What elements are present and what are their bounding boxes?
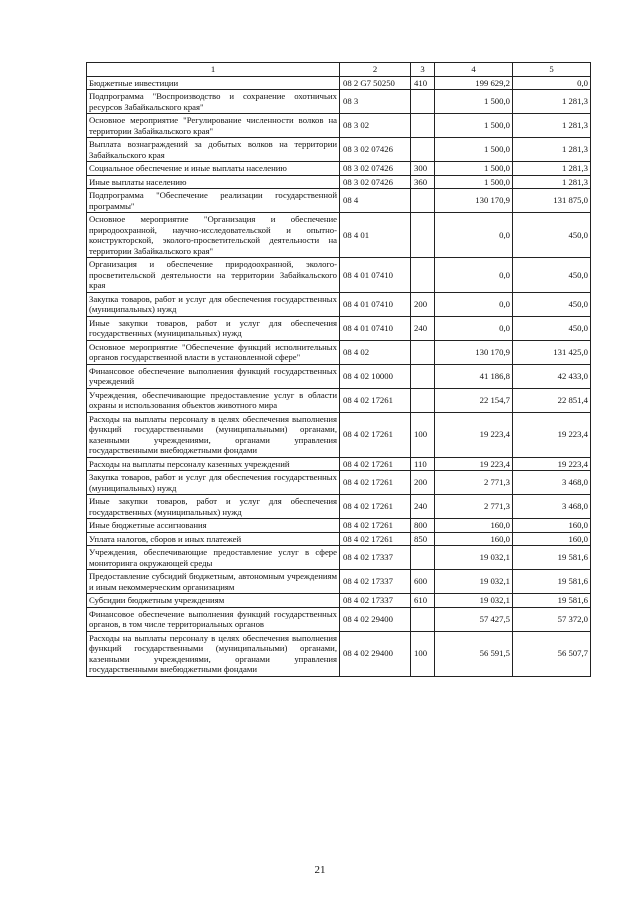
- target-code-cell: 08 4 01 07410: [340, 316, 411, 340]
- item-name-cell: Социальное обеспечение и иные выплаты населению: [87, 162, 340, 176]
- amount-year2-cell: 1 281,3: [513, 138, 591, 162]
- target-code-cell: 08 4 02 17337: [340, 546, 411, 570]
- column-number-4: 4: [435, 63, 513, 77]
- target-code-cell: 08 4 02 10000: [340, 364, 411, 388]
- amount-year2-cell: 0,0: [513, 76, 591, 90]
- amount-year1-cell: 160,0: [435, 519, 513, 533]
- table-row: [87, 90, 591, 114]
- item-name-cell: Финансовое обеспечение выполнения функций государственных учреждений: [87, 364, 340, 388]
- table-row: [87, 457, 591, 471]
- table-row: [87, 162, 591, 176]
- amount-year2-cell: 19 581,6: [513, 570, 591, 594]
- target-code-cell: 08 3 02: [340, 114, 411, 138]
- amount-year1-cell: 130 170,9: [435, 340, 513, 364]
- amount-year2-cell: 3 468,0: [513, 471, 591, 495]
- target-code-cell: 08 4 02 17261: [340, 471, 411, 495]
- item-name-cell: Иные бюджетные ассигнования: [87, 519, 340, 533]
- amount-year2-cell: 1 281,3: [513, 175, 591, 189]
- amount-year1-cell: 19 032,1: [435, 546, 513, 570]
- item-name-cell: Расходы на выплаты персоналу в целях обеспечения выполнения функций государственными (муниципальными) органами, казенными учреждениями, органами управления государственными внебюджетными фондами: [87, 412, 340, 457]
- amount-year2-cell: 19 581,6: [513, 594, 591, 608]
- budget-table: [86, 62, 591, 677]
- amount-year1-cell: 56 591,5: [435, 631, 513, 676]
- item-name-cell: Подпрограмма "Воспроизводство и сохранение охотничьих ресурсов Забайкальского края": [87, 90, 340, 114]
- item-name-cell: Иные закупки товаров, работ и услуг для обеспечения государственных (муниципальных) нужд: [87, 495, 340, 519]
- target-code-cell: 08 4 02 29400: [340, 607, 411, 631]
- item-name-cell: Предоставление субсидий бюджетным, автономным учреждениям и иным некоммерческим организациям: [87, 570, 340, 594]
- expense-type-cell: [411, 607, 435, 631]
- amount-year2-cell: 450,0: [513, 316, 591, 340]
- target-code-cell: 08 4 02 17337: [340, 594, 411, 608]
- expense-type-cell: 360: [411, 175, 435, 189]
- amount-year1-cell: 160,0: [435, 532, 513, 546]
- expense-type-cell: [411, 258, 435, 293]
- expense-type-cell: 100: [411, 631, 435, 676]
- amount-year1-cell: 1 500,0: [435, 90, 513, 114]
- amount-year1-cell: 0,0: [435, 213, 513, 258]
- table-row: [87, 495, 591, 519]
- expense-type-cell: [411, 546, 435, 570]
- table-row: [87, 292, 591, 316]
- table-row: [87, 607, 591, 631]
- item-name-cell: Уплата налогов, сборов и иных платежей: [87, 532, 340, 546]
- target-code-cell: 08 4 02 17261: [340, 519, 411, 533]
- amount-year1-cell: 0,0: [435, 258, 513, 293]
- amount-year2-cell: 1 281,3: [513, 114, 591, 138]
- amount-year1-cell: 19 032,1: [435, 570, 513, 594]
- item-name-cell: Закупка товаров, работ и услуг для обеспечения государственных (муниципальных) нужд: [87, 292, 340, 316]
- table-row: [87, 175, 591, 189]
- table-body: [87, 63, 591, 677]
- item-name-cell: Подпрограмма "Обеспечение реализации государственной программы": [87, 189, 340, 213]
- amount-year2-cell: 22 851,4: [513, 388, 591, 412]
- target-code-cell: 08 3 02 07426: [340, 162, 411, 176]
- expense-type-cell: 610: [411, 594, 435, 608]
- expense-type-cell: 850: [411, 532, 435, 546]
- target-code-cell: 08 4 02: [340, 340, 411, 364]
- item-name-cell: Субсидии бюджетным учреждениям: [87, 594, 340, 608]
- amount-year1-cell: 19 223,4: [435, 412, 513, 457]
- column-number-3: 3: [411, 63, 435, 77]
- amount-year2-cell: 1 281,3: [513, 162, 591, 176]
- item-name-cell: Учреждения, обеспечивающие предоставление услуг в области охраны и использования объектов животного мира: [87, 388, 340, 412]
- target-code-cell: 08 4 02 17261: [340, 388, 411, 412]
- item-name-cell: Иные закупки товаров, работ и услуг для обеспечения государственных (муниципальных) нужд: [87, 316, 340, 340]
- table-row: [87, 546, 591, 570]
- table-row: [87, 412, 591, 457]
- target-code-cell: 08 3 02 07426: [340, 138, 411, 162]
- target-code-cell: 08 4 01 07410: [340, 292, 411, 316]
- table-row: [87, 532, 591, 546]
- amount-year2-cell: 56 507,7: [513, 631, 591, 676]
- amount-year2-cell: 19 223,4: [513, 412, 591, 457]
- amount-year2-cell: 131 875,0: [513, 189, 591, 213]
- target-code-cell: 08 4 02 17261: [340, 532, 411, 546]
- expense-type-cell: 240: [411, 495, 435, 519]
- table-row: [87, 570, 591, 594]
- table-row: [87, 471, 591, 495]
- expense-type-cell: [411, 213, 435, 258]
- amount-year1-cell: 2 771,3: [435, 471, 513, 495]
- item-name-cell: Иные выплаты населению: [87, 175, 340, 189]
- item-name-cell: Основное мероприятие "Обеспечение функций исполнительных органов государственной власти в установленной сфере": [87, 340, 340, 364]
- item-name-cell: Бюджетные инвестиции: [87, 76, 340, 90]
- item-name-cell: Организация и обеспечение природоохранной, эколого-просветительской деятельности на территории Забайкальского края: [87, 258, 340, 293]
- item-name-cell: Выплата вознаграждений за добытых волков на территории Забайкальского края: [87, 138, 340, 162]
- table-row: [87, 594, 591, 608]
- table-row: [87, 631, 591, 676]
- expense-type-cell: [411, 138, 435, 162]
- expense-type-cell: 200: [411, 471, 435, 495]
- amount-year1-cell: 19 223,4: [435, 457, 513, 471]
- expense-type-cell: 300: [411, 162, 435, 176]
- column-number-1: 1: [87, 63, 340, 77]
- amount-year1-cell: 2 771,3: [435, 495, 513, 519]
- amount-year2-cell: 19 223,4: [513, 457, 591, 471]
- expense-type-cell: [411, 364, 435, 388]
- table-row: [87, 76, 591, 90]
- column-number-row: [87, 63, 591, 77]
- expense-type-cell: [411, 90, 435, 114]
- target-code-cell: 08 4 01 07410: [340, 258, 411, 293]
- amount-year2-cell: 19 581,6: [513, 546, 591, 570]
- amount-year1-cell: 1 500,0: [435, 114, 513, 138]
- amount-year2-cell: 160,0: [513, 532, 591, 546]
- table-row: [87, 114, 591, 138]
- item-name-cell: Расходы на выплаты персоналу в целях обеспечения выполнения функций государственными (муниципальными) органами, казенными учреждениями, органами управления государственными внебюджетными фондами: [87, 631, 340, 676]
- expense-type-cell: 800: [411, 519, 435, 533]
- item-name-cell: Закупка товаров, работ и услуг для обеспечения государственных (муниципальных) нужд: [87, 471, 340, 495]
- amount-year2-cell: 160,0: [513, 519, 591, 533]
- table-row: [87, 388, 591, 412]
- column-number-2: 2: [340, 63, 411, 77]
- amount-year2-cell: 57 372,0: [513, 607, 591, 631]
- item-name-cell: Расходы на выплаты персоналу казенных учреждений: [87, 457, 340, 471]
- table-row: [87, 316, 591, 340]
- expense-type-cell: 100: [411, 412, 435, 457]
- expense-type-cell: 600: [411, 570, 435, 594]
- target-code-cell: 08 3: [340, 90, 411, 114]
- amount-year1-cell: 57 427,5: [435, 607, 513, 631]
- amount-year2-cell: 450,0: [513, 258, 591, 293]
- target-code-cell: 08 2 G7 50250: [340, 76, 411, 90]
- amount-year2-cell: 450,0: [513, 213, 591, 258]
- page-number: 21: [314, 864, 326, 876]
- target-code-cell: 08 4: [340, 189, 411, 213]
- amount-year1-cell: 1 500,0: [435, 162, 513, 176]
- target-code-cell: 08 4 02 29400: [340, 631, 411, 676]
- amount-year1-cell: 1 500,0: [435, 138, 513, 162]
- amount-year1-cell: 22 154,7: [435, 388, 513, 412]
- column-number-5: 5: [513, 63, 591, 77]
- amount-year2-cell: 450,0: [513, 292, 591, 316]
- target-code-cell: 08 3 02 07426: [340, 175, 411, 189]
- target-code-cell: 08 4 02 17337: [340, 570, 411, 594]
- target-code-cell: 08 4 02 17261: [340, 412, 411, 457]
- amount-year1-cell: 41 186,8: [435, 364, 513, 388]
- amount-year2-cell: 1 281,3: [513, 90, 591, 114]
- target-code-cell: 08 4 01: [340, 213, 411, 258]
- amount-year2-cell: 131 425,0: [513, 340, 591, 364]
- item-name-cell: Основное мероприятие "Регулирование численности волков на территории Забайкальского края": [87, 114, 340, 138]
- item-name-cell: Учреждения, обеспечивающие предоставление услуг в сфере мониторинга окружающей среды: [87, 546, 340, 570]
- expense-type-cell: 110: [411, 457, 435, 471]
- amount-year1-cell: 130 170,9: [435, 189, 513, 213]
- amount-year2-cell: 3 468,0: [513, 495, 591, 519]
- expense-type-cell: 410: [411, 76, 435, 90]
- target-code-cell: 08 4 02 17261: [340, 457, 411, 471]
- expense-type-cell: [411, 340, 435, 364]
- table-row: [87, 258, 591, 293]
- amount-year1-cell: 0,0: [435, 292, 513, 316]
- amount-year1-cell: 199 629,2: [435, 76, 513, 90]
- target-code-cell: 08 4 02 17261: [340, 495, 411, 519]
- table-row: [87, 189, 591, 213]
- amount-year1-cell: 19 032,1: [435, 594, 513, 608]
- amount-year2-cell: 42 433,0: [513, 364, 591, 388]
- expense-type-cell: 200: [411, 292, 435, 316]
- expense-type-cell: [411, 189, 435, 213]
- item-name-cell: Основное мероприятие "Организация и обеспечение природоохранной, научно-исследовательской и опытно-конструкторской, эколого-просветительской деятельности на территории Забайкальского края": [87, 213, 340, 258]
- amount-year1-cell: 1 500,0: [435, 175, 513, 189]
- expense-type-cell: 240: [411, 316, 435, 340]
- table-row: [87, 364, 591, 388]
- expense-type-cell: [411, 114, 435, 138]
- item-name-cell: Финансовое обеспечение выполнения функций государственных органов, в том числе территориальных органов: [87, 607, 340, 631]
- table-row: [87, 138, 591, 162]
- expense-type-cell: [411, 388, 435, 412]
- table-row: [87, 213, 591, 258]
- table-row: [87, 340, 591, 364]
- table-row: [87, 519, 591, 533]
- amount-year1-cell: 0,0: [435, 316, 513, 340]
